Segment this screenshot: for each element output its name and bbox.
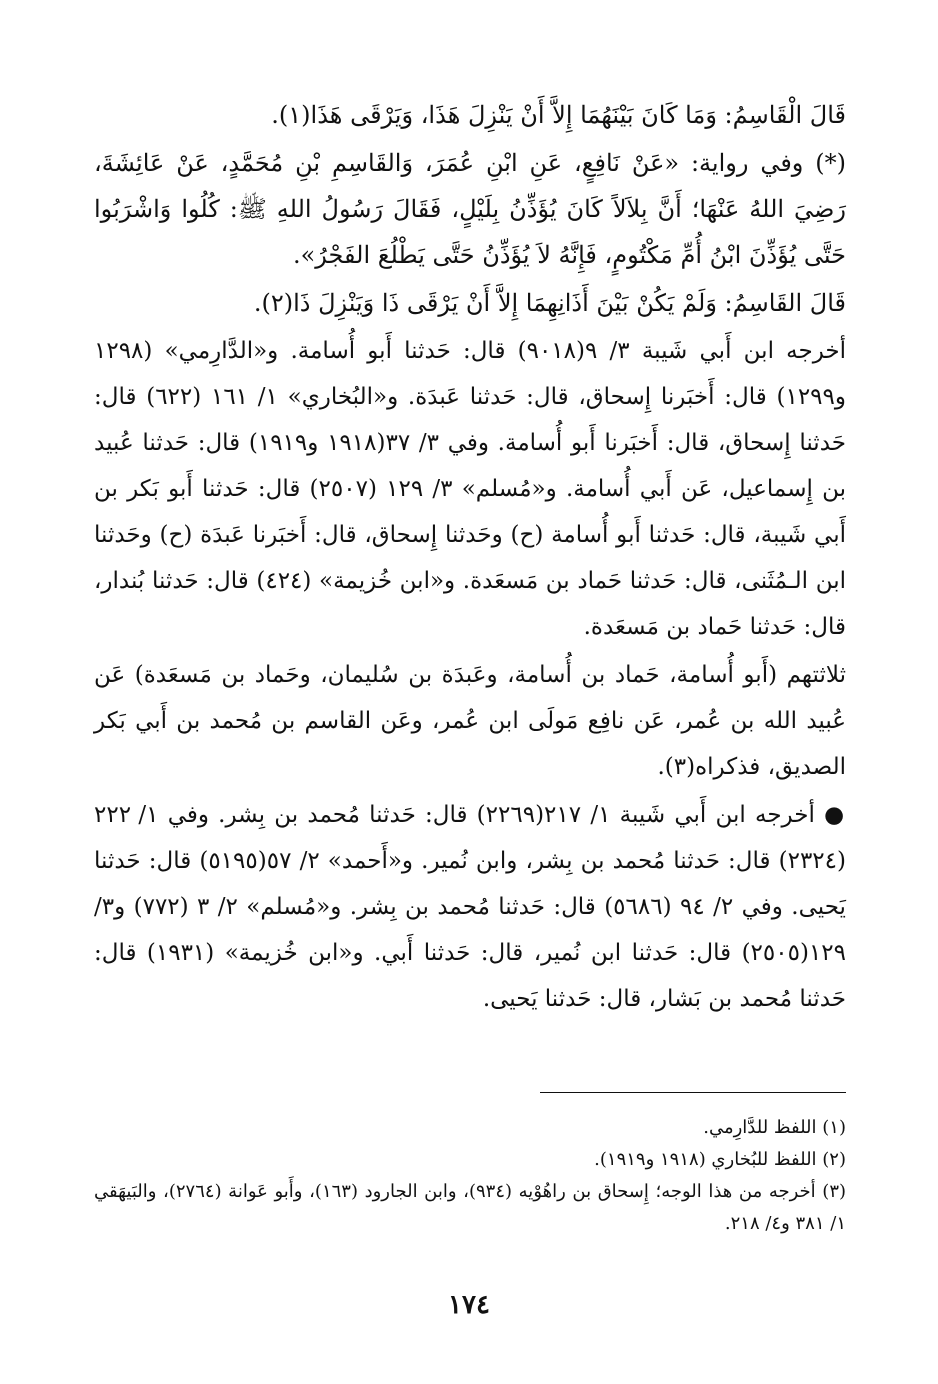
footnotes [94, 1112, 846, 1240]
footnote-1: (١) اللفظ للدَّارِمي. [703, 1117, 846, 1138]
footnote-3: (٣) أخرجه من هذا الوجه؛ إِسحاق بن راهُوْيه (٩٣٤)، وابن الجارود (١٦٣)، وأَبو عَوانة (٢٧٦٤)، والبَيهَقي ١/ ٣٨١ و٤/ ٢١٨. [94, 1181, 847, 1234]
paragraph-qasim-statement-2: قَالَ القَاسِمُ: وَلَمْ يَكُنْ بَيْنَ أَذَانِهِمَا إِلاَّ أَنْ يَرْقَى ذَا وَيَنْزِلَ ذَا(٢). [253, 289, 846, 317]
footnote-divider [540, 1092, 846, 1093]
paragraph-narration: (*) وفي رواية: «عَنْ نَافِعٍ، عَنِ ابْنِ عُمَرَ، وَالقَاسِمِ بْنِ مُحَمَّدٍ، عَنْ عَائِشَةَ، رَضِيَ اللهُ عَنْهَا؛ أَنَّ بِلاَلاً كَانَ يُؤَذِّنُ بِلَيْلٍ، فَقَالَ رَسُولُ اللهِ ﷺ: كُلُوا وَاشْرَبُوا حَتَّى يُؤَذِّنَ ابْنُ أُمِّ مَكْتُومٍ، فَإِنَّهُ لاَ يُؤَذِّنُ حَتَّى يَطْلُعَ الفَجْرُ». [94, 149, 846, 269]
paragraph-qasim-statement-1: قَالَ الْقَاسِمُ: وَمَا كَانَ بَيْنَهُمَا إِلاَّ أَنْ يَنْزِلَ هَذَا، وَيَرْقَى هَذَا(١). [271, 101, 846, 129]
footnote-2: (٢) اللفظ للبُخاري (١٩١٨ و١٩١٩). [594, 1149, 846, 1170]
main-text [94, 92, 846, 1022]
paragraph-takhrij-2: ● أخرجه ابن أَبي شَيبة ١/ ٢١٧(٢٢٦٩) قال: حَدثنا مُحمد بن بِشر. وفي ١/ ٢٢٢ (٢٣٢٤) قال: حَدثنا مُحمد بن بِشر، وابن نُمير. و«أَحمد» ٢/ ٥٧(٥١٩٥) قال: حَدثنا يَحيى. وفي ٢/ ٩٤ (٥٦٨٦) قال: حَدثنا مُحمد بن بِشر. و«مُسلم» ٢/ ٣ (٧٧٢) و٣/ ١٢٩(٢٥٠٥) قال: حَدثنا ابن نُمير، قال: حَدثنا أَبي. و«ابن خُزيمة» (١٩٣١) قال: حَدثنا مُحمد بن بَشار، قال: حَدثنا يَحيى. [94, 802, 847, 1012]
paragraph-takhrij-1: أخرجه ابن أَبي شَيبة ٣/ ٩(٩٠١٨) قال: حَدثنا أَبو أُسامة. و«الدَّارِمي» (١٢٩٨ و١٢٩٩) قال: أَخبَرنا إِسحاق، قال: حَدثنا عَبدَة. و«البُخاري» ١/ ١٦١ (٦٢٢) قال: حَدثنا إِسحاق، قال: أَخبَرنا أَبو أُسامة. وفي ٣/ ٣٧(١٩١٨ و١٩١٩) قال: حَدثنا عُبيد بن إِسماعيل، عَن أَبي أُسامة. و«مُسلم» ٣/ ١٢٩ (٢٥٠٧) قال: حَدثنا أَبو بَكر بن أَبي شَيبة، قال: حَدثنا أَبو أُسامة (ح) وحَدثنا إِسحاق، قال: أَخبَرنا عَبدَة (ح) وحَدثنا ابن الـمُثَنى، قال: حَدثنا حَماد بن مَسعَدة. و«ابن خُزيمة» (٤٢٤) قال: حَدثنا بُندار، قال: حَدثنا حَماد بن مَسعَدة. [94, 338, 847, 640]
paragraph-isnad-summary: ثلاثتهم (أَبو أُسامة، حَماد بن أُسامة، وعَبدَة بن سُليمان، وحَماد بن مَسعَدة) عَن عُبيد الله بن عُمر، عَن نافِع مَولَى ابن عُمر، وعَن القاسم بن مُحمد بن أَبي بَكر الصديق، فذكراه(٣). [94, 662, 846, 780]
page-number: ١٧٤ [448, 1290, 490, 1320]
